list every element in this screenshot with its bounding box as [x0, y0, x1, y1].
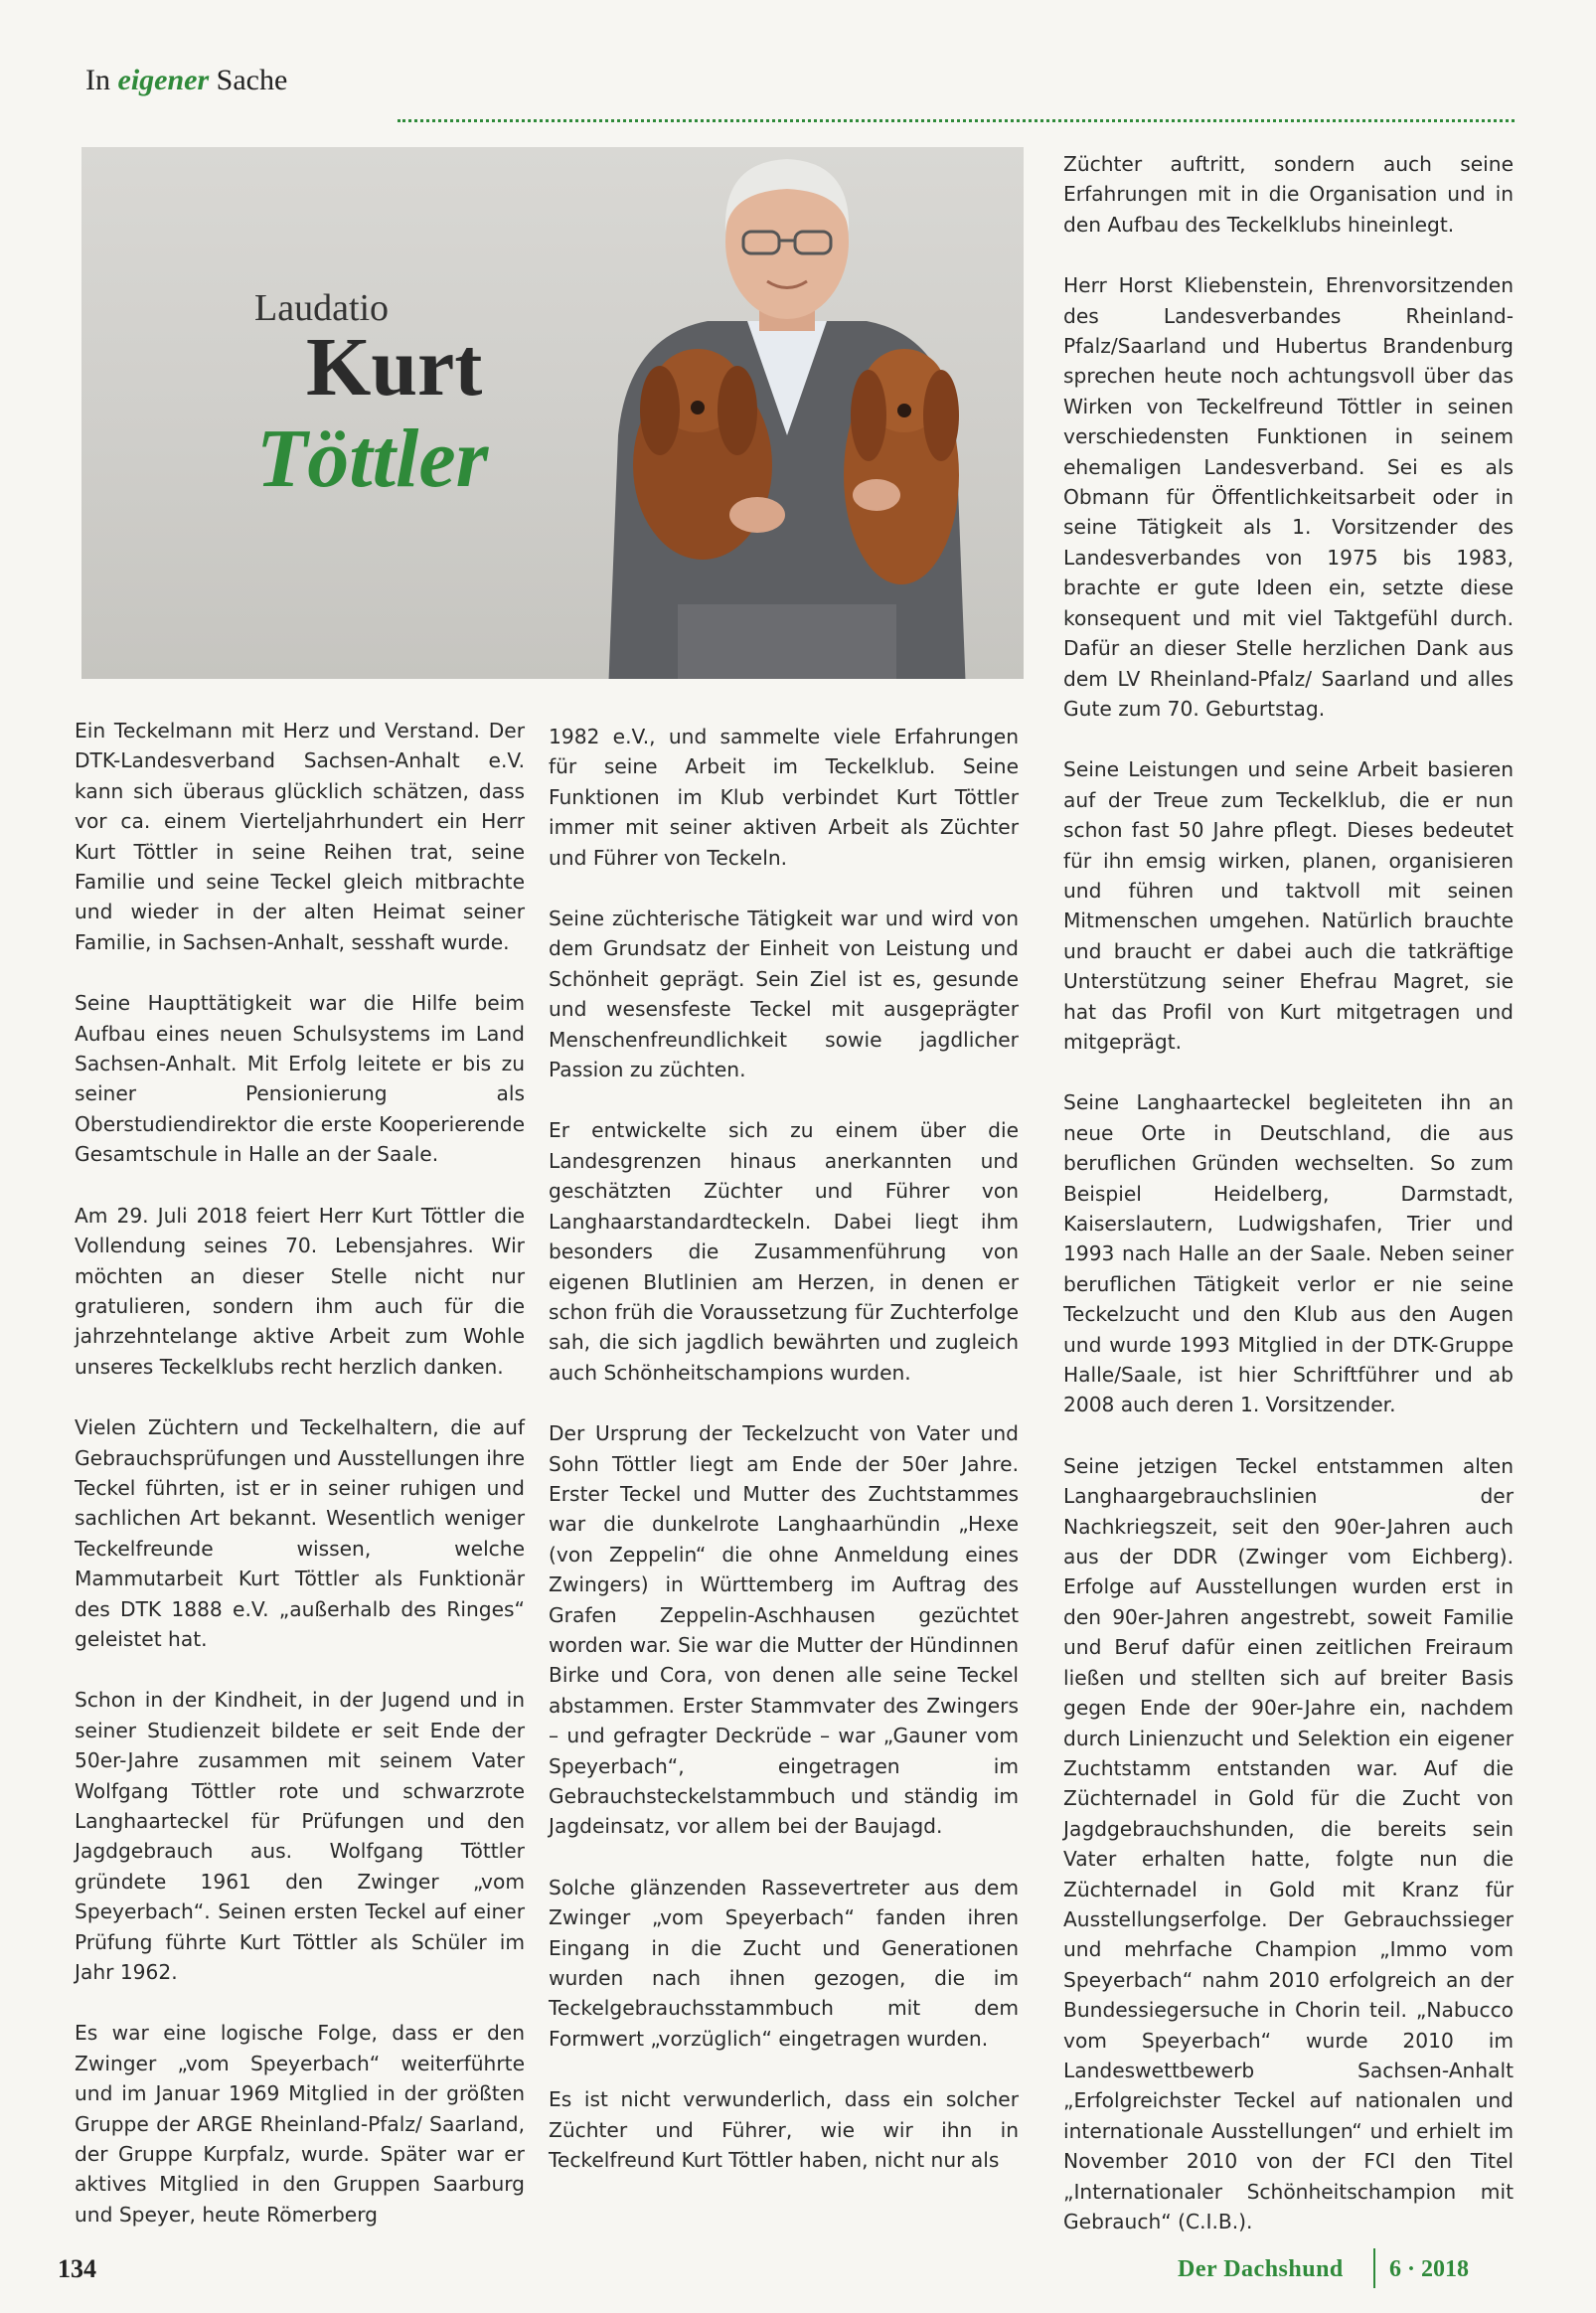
- issue-number: 6 · 2018: [1389, 2256, 1470, 2282]
- header-dotted-rule: [398, 119, 1515, 122]
- paragraph: Solche glänzenden Rassevertreter aus dem Zwinger „vom Speyerbach“ fanden ihren Eingang in die Zucht und Generationen wurden nach ihnen gezogen, die im Teckelgebrauchsstammbuch mit dem Formwert „vorzüglich“ eingetragen wurden.: [549, 1875, 1019, 2051]
- paragraph: Er entwickelte sich zu einem über die Landesgrenzen hinaus anerkannten und geschätzten Züchter und Führer von Langhaarstandardteckeln. Dabei liegt ihm besonders die Zusammenführung von eigenen Blutlinien am Herzen, in denen er schon früh die Voraussetzung für Zuchterfolge sah, die sich jagdlich bewährten und zugleich auch Schönheitschampions wurden.: [549, 1118, 1019, 1385]
- paragraph: Der Ursprung der Teckelzucht von Vater und Sohn Töttler liegt am Ende der 50er Jahre. Erster Teckel und Mutter des Zuchtstammes war die dunkelrote Langhaarhündin „Hexe (von Zeppelin“ die ohne Anmeldung eines Zwingers) in Württemberg im Auftrag des Grafen Zeppelin-Aschhausen gezüchtet worden war. Sie war die Mutter der Hündinnen Birke und Cora, von denen alle seine Teckel abstammen. Erster Stammvater des Zwingers – und gefragter Deckrüde – war „Gauner vom Speyerbach“, eingetragen im Gebrauchsteckelstammbuch und ständig im Jagdeinsatz, vor allem bei der Baujagd.: [549, 1421, 1019, 1839]
- paragraph: Züchter auftritt, sondern auch seine Erfahrungen mit in die Organisation und in den Aufbau des Teckelklubs hineinlegt.: [1063, 152, 1514, 237]
- article-column-2: [549, 722, 1019, 2206]
- article-column-3: [1063, 149, 1514, 2267]
- magazine-name: Der Dachshund: [1178, 2256, 1344, 2282]
- paragraph: Seine jetzigen Teckel entstammen alten Langhaargebrauchslinien der Nachkriegszeit, seit den 90er-Jahren auch aus der DDR (Zwinger vom Eichberg). Erfolge auf Ausstellungen wurden erst in den 90er-Jahren angestrebt, soweit Familie und Beruf dafür einen zeitlichen Freiraum ließen und stellten sich auf breiter Basis gegen Ende der 90er-Jahre ein, nachdem durch Linienzucht und Selektion ein eigener Zuchtstamm entstanden war. Auf die Züchternadel in Gold für die Zucht von Jagdgebrauchshunden, die bereits sein Vater erhalten hatte, folgte nun die Züchternadel in Gold mit Kranz für Ausstellungserfolge. Der Gebrauchssieger und mehrfache Champion „Immo vom Speyerbach“ nahm 2010 erfolgreich an der Bundessiegersuche in Chorin teil. „Nabucco vom Speyerbach“ wurde 2010 im Landeswettbewerb Sachsen-Anhalt „Erfolgreichster Teckel auf nationalen und internationale Ausstellungen“ und erhielt im November 2010 von der FCI den Titel „Internationaler Schönheitschampion mit Gebrauch“ (C.I.B.).: [1063, 1453, 1514, 2233]
- section-heading-emphasis: eigener: [117, 64, 210, 96]
- page-number: 134: [58, 2254, 96, 2283]
- paragraph: Seine züchterische Tätigkeit war und wird von dem Grundsatz der Einheit von Leistung und Schönheit geprägt. Sein Ziel ist es, gesunde und wesensfeste Teckel mit ausgeprägter Menschenfreundlichkeit sowie jagdlicher Passion zu züchten.: [549, 907, 1019, 1082]
- hero-name-last: Töttler: [256, 413, 489, 505]
- footer-separator: [1373, 2248, 1375, 2288]
- paragraph: Seine Leistungen und seine Arbeit basieren auf der Treue zum Teckelklub, die er nun schon fast 50 Jahre pflegt. Dieses bedeutet für ihn emsig wirken, planen, organisieren und führen und taktvoll mit seinen Mitmenschen umgehen. Natürlich brauchte und braucht er dabei auch die tatkräftige Unterstützung seiner Ehefrau Magret, sie hat das Profil von Kurt mitgetragen und mitgeprägt.: [1063, 757, 1514, 1054]
- hero-photo-block: [81, 147, 1024, 679]
- paragraph: Schon in der Kindheit, in der Jugend und in seiner Studienzeit bildete er seit Ende der 50er-Jahre zusammen mit seinem Vater Wolfgang Töttler rote und schwarzrote Langhaarteckel für Prüfungen und den Jagdgebrauch aus. Wolfgang Töttler gründete 1961 den Zwinger „vom Speyerbach“. Seinen ersten Teckel auf einer Prüfung führte Kurt Töttler als Schüler im Jahr 1962.: [75, 1688, 525, 1985]
- paragraph: Vielen Züchtern und Teckelhaltern, die auf Gebrauchsprüfungen und Ausstellungen ihre Teckel führten, ist er in seiner ruhigen und sachlichen Art bekannt. Wesentlich weniger Teckelfreunde wissen, welche Mammutarbeit Kurt Töttler als Funktionär des DTK 1888 e.V. „außerhalb des Ringes“ geleistet hat.: [75, 1415, 525, 1651]
- paragraph: Es war eine logische Folge, dass er den Zwinger „vom Speyerbach“ weiterführte und im Januar 1969 Mitglied in der größten Gruppe der ARGE Rheinland-Pfalz/ Saarland, der Gruppe Kurpfalz, wurde. Später war er aktives Mitglied in den Gruppen Saarburg und Speyer, heute Römerberg: [75, 2021, 525, 2227]
- hero-name-first: Kurt: [306, 321, 483, 413]
- hero-title-group: [167, 286, 489, 505]
- paragraph: Herr Horst Kliebenstein, Ehrenvorsitzenden des Landesverbandes Rheinland-Pfalz/Saarland und Hubertus Brandenburg sprechen heute noch achtungsvoll über das Wirken von Teckelfreund Töttler in seinen verschiedensten Funktionen in seinem ehemaligen Landesverband. Sei es als Obmann für Öffentlichkeitsarbeit oder in seine Tätigkeit als 1. Vorsitzender des Landesverbandes von 1975 bis 1983, brachte er gute Ideen ein, setzte diese konsequent und mit viel Taktgefühl durch. Dafür an dieser Stelle herzlichen Dank aus dem LV Rheinland-Pfalz/ Saarland und alles Gute zum 70. Geburtstag.: [1063, 273, 1514, 721]
- section-heading: In eigener Sache: [85, 64, 288, 96]
- paragraph: Am 29. Juli 2018 feiert Herr Kurt Töttler die Vollendung seines 70. Lebensjahres. Wir möchten an dieser Stelle nicht nur gratulieren, sondern ihm auch für die jahrzehntelange aktive Arbeit zum Wohle unseres Teckelklubs recht herzlich danken.: [75, 1203, 525, 1379]
- hero-kicker: Laudatio: [254, 287, 390, 329]
- paragraph: 1982 e.V., und sammelte viele Erfahrungen für seine Arbeit im Teckelklub. Seine Funktionen im Klub verbindet Kurt Töttler immer mit seiner aktiven Arbeit als Züchter und Führer von Teckeln.: [549, 725, 1019, 870]
- paragraph: Seine Langhaarteckel begleiteten ihn an neue Orte in Deutschland, die aus beruflichen Gründen wechselten. So zum Beispiel Heidelberg, Darmstadt, Kaiserslautern, Ludwigshafen, Trier und 1993 nach Halle an der Saale. Neben seiner beruflichen Tätigkeit verlor er nie seine Teckelzucht und den Klub aus den Augen und wurde 1993 Mitglied in der DTK-Gruppe Halle/Saale, ist hier Schriftführer und ab 2008 auch deren 1. Vorsitzender.: [1063, 1090, 1514, 1417]
- paragraph: Seine Haupttätigkeit war die Hilfe beim Aufbau eines neuen Schulsystems im Land Sachsen-Anhalt. Mit Erfolg leitete er bis zu seiner Pensionierung als Oberstudiendirektor die erste Kooperierende Gesamtschule in Halle an der Saale.: [75, 991, 525, 1167]
- portrait-with-dachshunds-icon: [549, 147, 1024, 679]
- paragraph: Es ist nicht verwunderlich, dass ein solcher Züchter und Führer, wie wir ihn in Teckelfreund Kurt Töttler haben, nicht nur als: [549, 2087, 1019, 2173]
- paragraph: Ein Teckelmann mit Herz und Verstand. Der DTK-Landesverband Sachsen-Anhalt e.V. kann sich überaus glücklich schätzen, dass vor ca. einem Vierteljahrhundert ein Herr Kurt Töttler in seine Reihen trat, seine Familie und seine Teckel gleich mitbrachte und wieder in der alten Heimat seiner Familie, in Sachsen-Anhalt, sesshaft wurde.: [75, 719, 525, 954]
- article-column-1: [75, 716, 525, 2260]
